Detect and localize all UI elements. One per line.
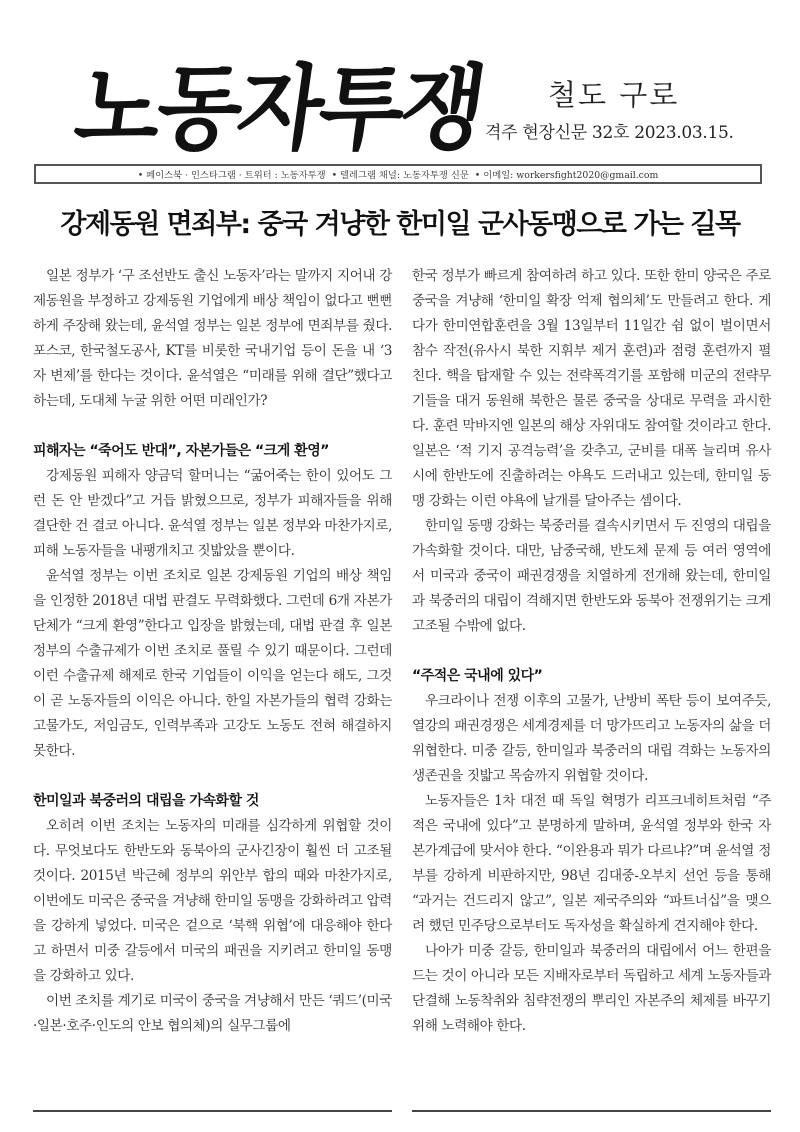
paragraph-continued: 한국 정부가 빠르게 참여하려 하고 있다. 또한 한미 양국은 주로 중국을 겨냥해 ‘한미일 확장 억제 협의체’도 만들려고 한다. 게다가 한미연합훈련을 3월 13일부터 11일간 쉼 없이 벌이면서 참수 작전(유사시 북한 지휘부 제거 훈련)과 점령 훈련까지 펼친다. 핵을 탑재할 수 있는 전략폭격기를 포함해 미군의 전략무기들을 대거 동원해 북한은 물론 중국을 상대로 무력을 과시한다. 훈련 막바지엔 일본의 해상 자위대도 참여할 것이라고 한다. 일본은 ‘적 기지 공격능력’을 갖추고, 군비를 대폭 늘리며 유사시에 한반도에 진출하려는 야욕도 드러내고 있는데, 한미일 동맹 강화는 이런 야욕에 날개를 달아주는 셈이다. bbox=[412, 268, 771, 509]
contact-info-box bbox=[34, 164, 762, 184]
sns-contact: • 페이스북 · 인스타그램 · 트위터 : 노동자투쟁 bbox=[137, 170, 326, 181]
paragraph: 오히려 이번 조치는 노동자의 미래를 심각하게 위협할 것이다. 무엇보다도 한반도와 동북아의 군사긴장이 훨씬 더 고조될 것이다. 2015년 박근혜 정부의 위안부 합의 때와 마찬가지로, 이번에도 미국은 중국을 겨냥해 한미일 동맹을 강화하려고 압력을 강하게 넣었다. 미국은 겉으로 ‘북핵 위협’에 대응해야 한다고 하면서 미중 갈등에서 미국의 패권을 지키려고 한미일 동맹을 강화하고 있다. bbox=[33, 818, 392, 984]
left-bottom-rule bbox=[33, 1110, 392, 1112]
paragraph: 강제동원 피해자 양금덕 할머니는 “굶어죽는 한이 있어도 그런 돈 안 받겠다”고 거듭 밝혔으므로, 정부가 피해자들을 위해 결단한 건 결코 아니다. 윤석열 정부는 일본 정부와 마찬가지로, 피해 노동자들을 내팽개치고 짓밟았을 뿐이다. bbox=[33, 468, 392, 559]
paragraph: 이번 조치를 계기로 미국이 중국을 겨냥해서 만든 ‘쿼드’(미국·일본·호주·인도의 안보 협의체)의 실무그룹에 bbox=[33, 993, 392, 1034]
section-heading: 한미일과 북중러의 대립을 가속화할 것 bbox=[33, 793, 259, 809]
issue-info: 격주 현장신문 32호 2023.03.15. bbox=[485, 123, 734, 143]
left-column bbox=[33, 264, 392, 1039]
article-headline: 강제동원 면죄부: 중국 겨냥한 한미일 군사동맹으로 가는 길목 bbox=[60, 209, 740, 240]
section-heading: 피해자는 “죽어도 반대”, 자본가들은 “크게 환영” bbox=[33, 443, 329, 459]
intro-paragraph: 일본 정부가 ‘구 조선반도 출신 노동자’라는 말까지 지어내 강제동원을 부정하고 강제동원 기업에게 배상 책임이 없다고 뻔뻔하게 주장해 왔는데, 윤석열 정부는 일본 정부에 면죄부를 줬다. 포스코, 한국철도공사, KT를 비롯한 국내기업 등이 돈을 내 ‘3자 변제’를 한다는 것이다. 윤석열은 “미래를 위해 결단”했다고 하는데, 도대체 누굴 위한 어떤 미래인가? bbox=[33, 268, 392, 409]
email-contact: • 이메일: workersfight2020@gmail.com bbox=[474, 170, 659, 181]
paragraph: 노동자들은 1차 대전 때 독일 혁명가 리프크네히트처럼 “주적은 국내에 있다”고 분명하게 말하며, 윤석열 정부와 한국 자본가계급에 맞서야 한다. “이완용과 뭐가 다르냐?”며 윤석열 정부를 강하게 비판하지만, 98년 김대중-오부치 선언 등을 통해 “과거는 건드리지 않고”, 일본 제국주의와 “파트너십”을 맺으려 했던 민주당으로부터도 독자성을 확실하게 견지해야 한다. bbox=[412, 793, 771, 934]
section-heading: “주적은 국내에 있다” bbox=[412, 668, 543, 684]
paragraph: 나아가 미중 갈등, 한미일과 북중러의 대립에서 어느 한편을 드는 것이 아니라 모든 지배자로부터 독립하고 세계 노동자들과 단결해 노동착취와 침략전쟁의 뿌리인 자본주의 체제를 바꾸기 위해 노력해야 한다. bbox=[412, 943, 771, 1034]
paragraph: 한미일 동맹 강화는 북중러를 결속시키면서 두 진영의 대립을 가속화할 것이다. 대만, 남중국해, 반도체 문제 등 여러 영역에서 미국과 중국이 패권경쟁을 치열하게 전개해 왔는데, 한미일과 북중러의 대립이 격해지면 한반도와 동북아 전쟁위기는 크게 고조될 수밖에 없다. bbox=[412, 518, 771, 634]
telegram-contact: • 텔레그램 채널: 노동자투쟁 신문 bbox=[331, 170, 469, 181]
paragraph: 윤석열 정부는 이번 조치로 일본 강제동원 기업의 배상 책임을 인정한 2018년 대법 판결도 무력화했다. 그런데 6개 자본가단체가 “크게 환영”한다고 입장을 밝혔는데, 대법 판결 후 일본 정부의 수출규제가 이번 조치로 풀릴 수 있기 때문이다. 그런데 이런 수출규제 해제로 한국 기업들이 이익을 얻는다 해도, 그것이 곧 노동자들의 이익은 아니다. 한일 자본가들의 협력 강화는 고물가도, 저임금도, 인력부족과 고강도 노동도 전혀 해결하지 못한다. bbox=[33, 568, 392, 759]
edition-name: 철도 구로 bbox=[548, 78, 680, 112]
right-bottom-rule bbox=[412, 1110, 771, 1112]
paragraph: 우크라이나 전쟁 이후의 고물가, 난방비 폭탄 등이 보여주듯, 열강의 패권경쟁은 세계경제를 더 망가뜨리고 노동자의 삶을 더 위협한다. 미중 갈등, 한미일과 북중러의 대립 격화는 노동자의 생존권을 짓밟고 목숨까지 위협할 것이다. bbox=[412, 693, 771, 784]
masthead-logo: 노동자투쟁 bbox=[68, 53, 490, 163]
right-column bbox=[412, 264, 771, 1039]
